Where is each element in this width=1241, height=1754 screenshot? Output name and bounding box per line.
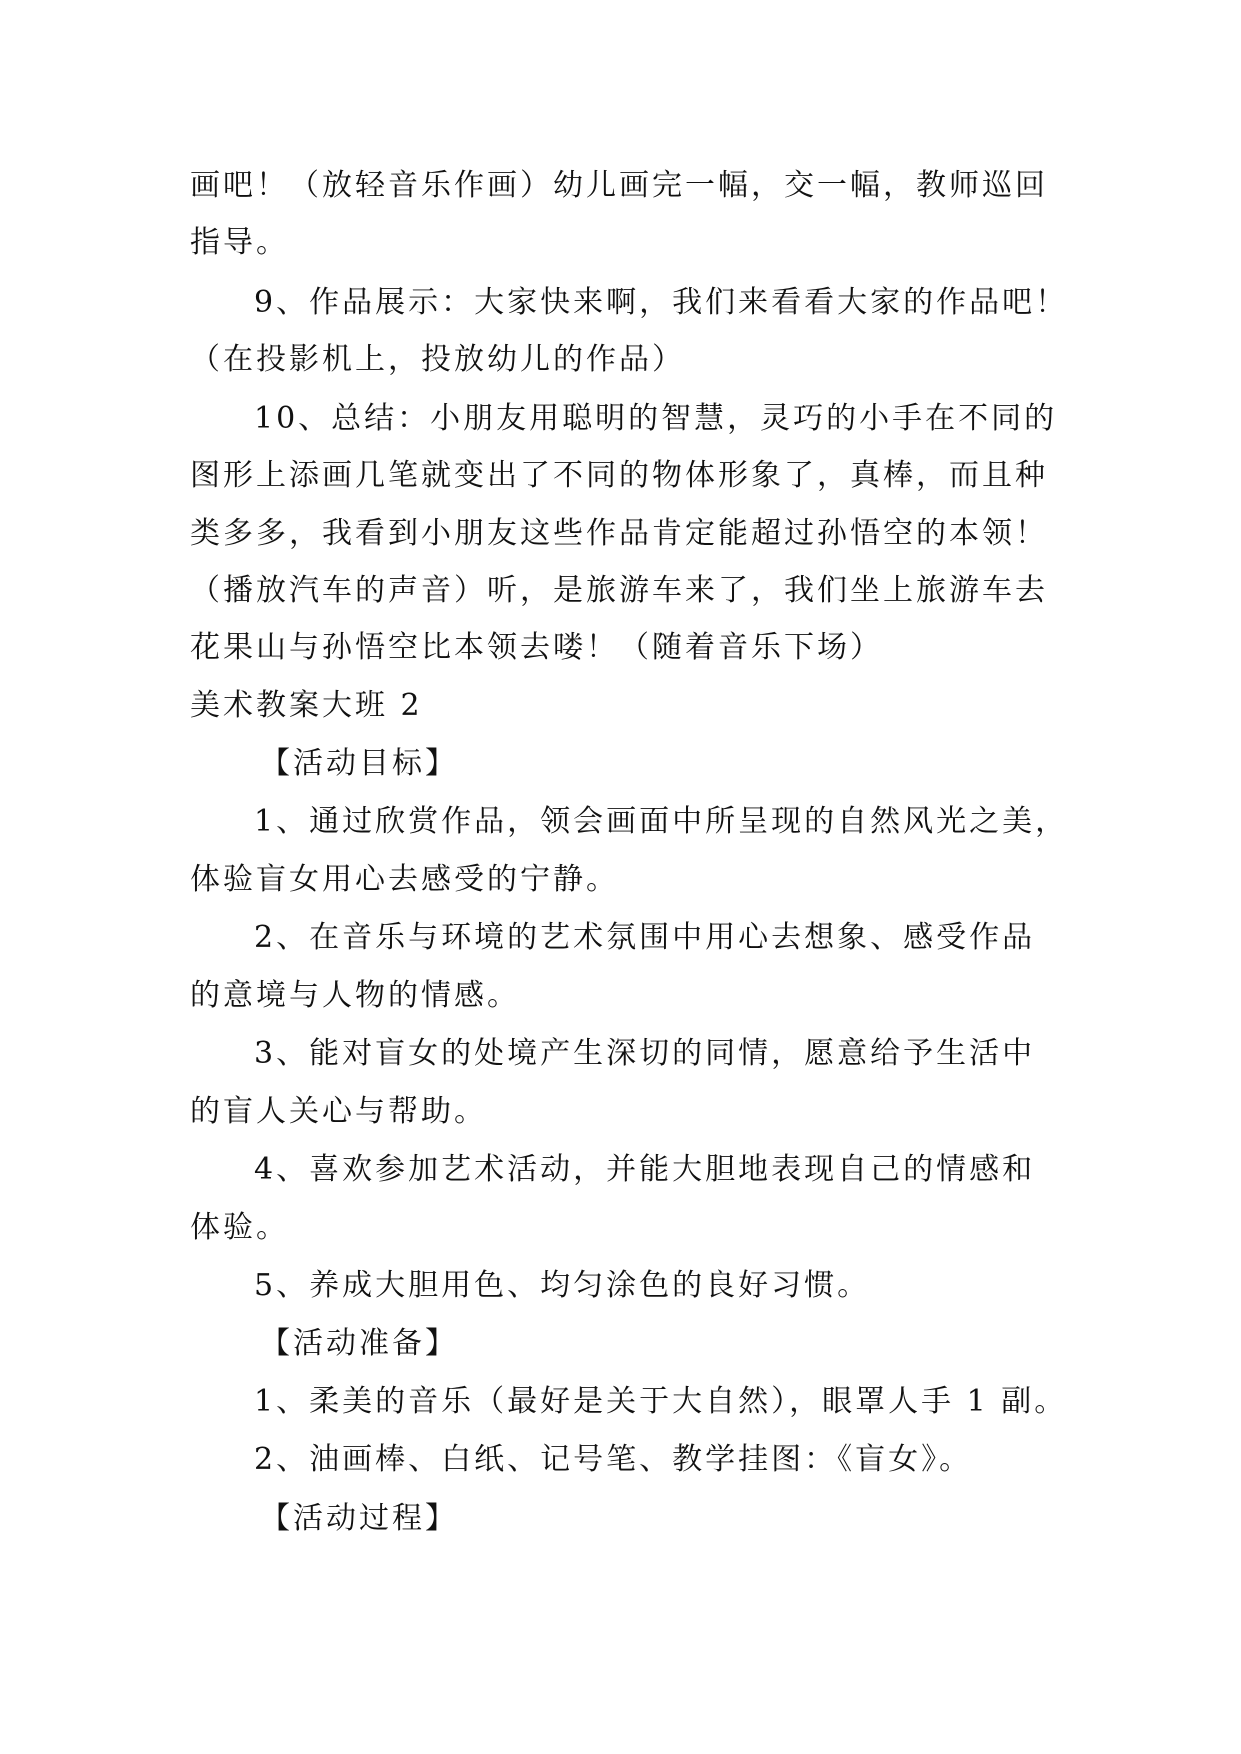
text-line: 的盲人关心与帮助。 — [190, 1094, 487, 1129]
text-line: 3、能对盲女的处境产生深切的同情，愿意给予生活中 — [254, 1036, 1036, 1071]
text-line: （在投影机上，投放幼儿的作品） — [190, 342, 685, 377]
text-line: 图形上添画几笔就变出了不同的物体形象了，真棒，而且种 — [190, 458, 1048, 493]
text-line: 画吧！（放轻音乐作画）幼儿画完一幅，交一幅，教师巡回 — [190, 168, 1048, 203]
section-heading: 【活动准备】 — [260, 1326, 458, 1361]
section-title: 美术教案大班 2 — [190, 688, 423, 723]
text-line: 花果山与孙悟空比本领去喽！（随着音乐下场） — [190, 630, 883, 665]
text-line: 2、油画棒、白纸、记号笔、教学挂图：《盲女》。 — [254, 1442, 973, 1477]
section-heading: 【活动过程】 — [260, 1501, 458, 1536]
text-line: 体验盲女用心去感受的宁静。 — [190, 862, 619, 897]
text-line: 5、养成大胆用色、均匀涂色的良好习惯。 — [254, 1268, 871, 1303]
text-line: 的意境与人物的情感。 — [190, 978, 520, 1013]
section-heading: 【活动目标】 — [260, 746, 458, 781]
text-line: 4、喜欢参加艺术活动，并能大胆地表现自己的情感和 — [254, 1152, 1036, 1187]
text-line: 2、在音乐与环境的艺术氛围中用心去想象、感受作品 — [254, 920, 1036, 955]
text-line: 类多多，我看到小朋友这些作品肯定能超过孙悟空的本领！ — [190, 516, 1048, 551]
text-line: 1、柔美的音乐（最好是关于大自然），眼罩人手 1 副。 — [254, 1384, 1068, 1419]
text-line: 指导。 — [190, 225, 289, 260]
text-line: 1、通过欣赏作品，领会画面中所呈现的自然风光之美， — [254, 804, 1069, 839]
text-line: 10、总结：小朋友用聪明的智慧，灵巧的小手在不同的 — [254, 401, 1058, 436]
text-line: 9、作品展示：大家快来啊，我们来看看大家的作品吧！ — [254, 285, 1069, 320]
text-line: （播放汽车的声音）听，是旅游车来了，我们坐上旅游车去 — [190, 573, 1048, 608]
text-line: 体验。 — [190, 1210, 289, 1245]
